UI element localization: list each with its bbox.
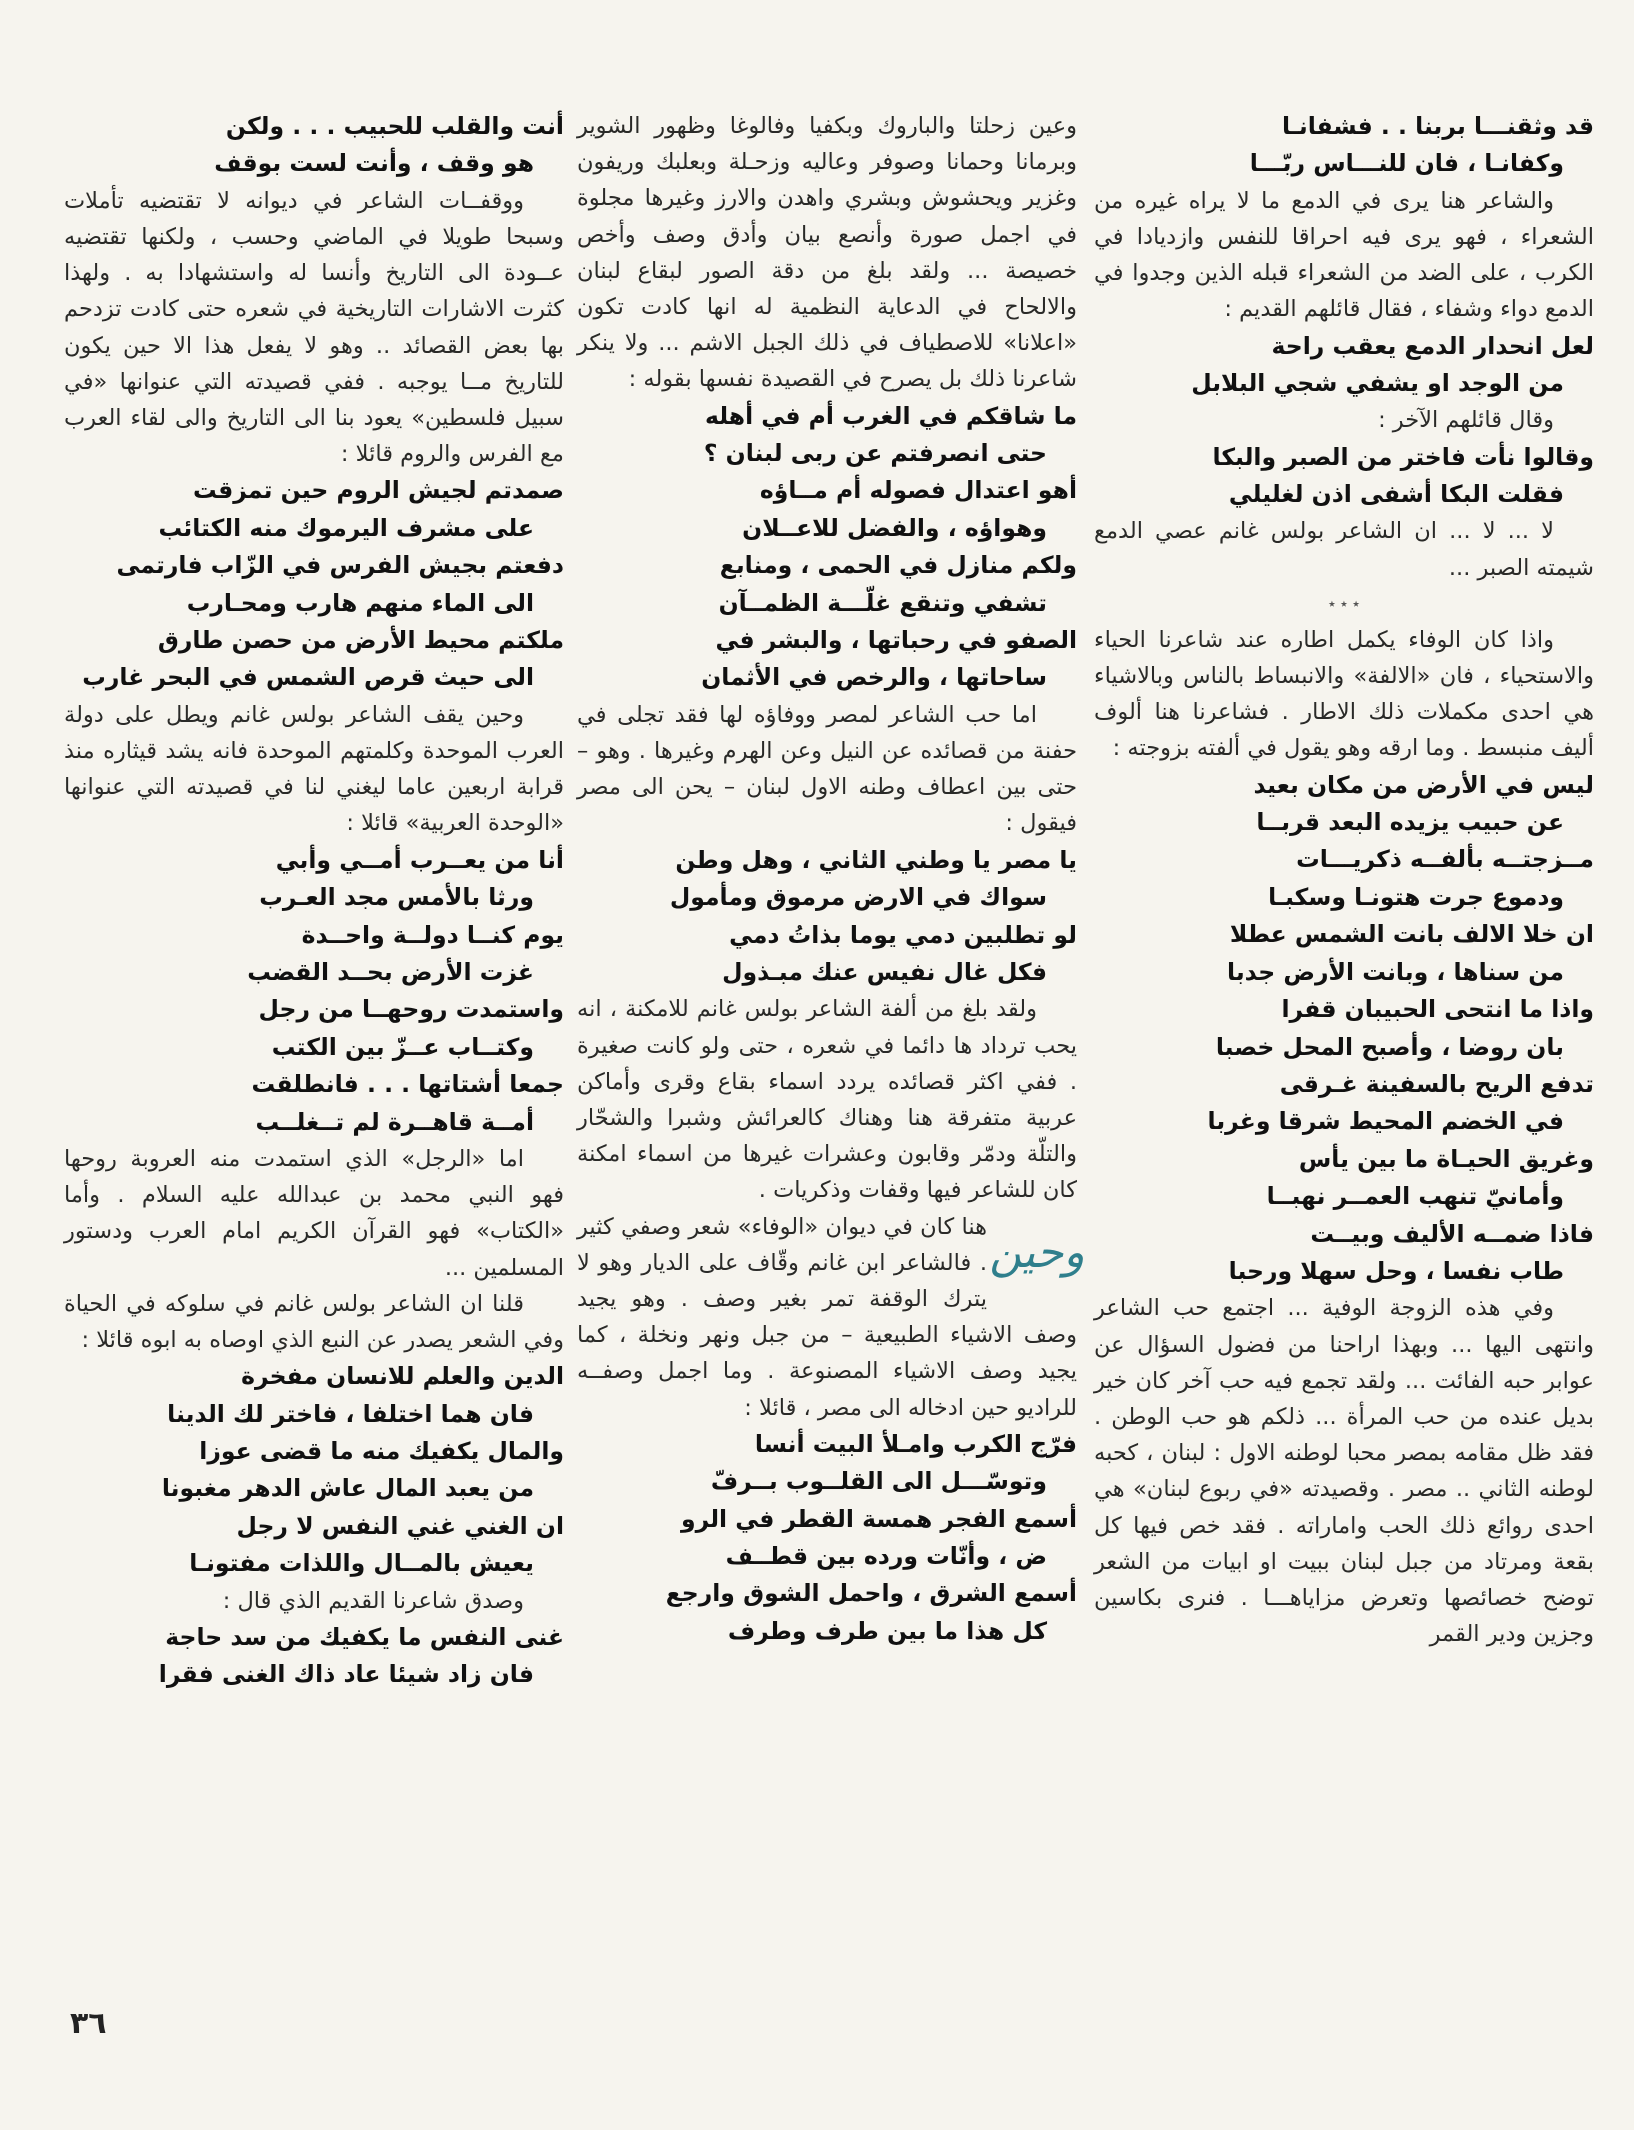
paragraph-with-dropcap [577, 1209, 1085, 1426]
verse-line: دفعتم بجيش الفرس في الزّاب فارتمى [116, 551, 564, 580]
verse-line: من سناها ، وبانت الأرض جدبا [1227, 957, 1564, 986]
section-separator: ٭ ٭ ٭ [1328, 595, 1360, 612]
verse-line: وكتــاب عــزّ بين الكتب [271, 1032, 534, 1061]
paragraph: ووقفــات الشاعر في ديوانه لا تقتضيه تأملات وسبحا طويلا في الماضي وحسب ، ولكنها تقتضيه عــودة الى التاريخ وأنسا له واستشهادا به . ولهذا كثرت الاشارات التاريخية في شعره حتى كادت تزدحم بها بعض القصائد .. وهو لا يفعل هذا الا حين يكون للتاريخ مــا يوجبه . ففي قصيدته التي عنوانها «في سبيل فلسطين» يعود بنا الى التاريخ والى لقاء العرب مع الفرس والروم قائلا : [64, 187, 564, 468]
verse-line: أسمع الشرق ، واحمل الشوق وارجع [665, 1579, 1077, 1608]
verse-line: الدين والعلم للانسان مفخرة [241, 1362, 564, 1391]
verse-line: فان هما اختلفا ، فاختر لك الدينا [167, 1399, 534, 1428]
paragraph: لا ... لا ... ان الشاعر بولس غانم عصي الدمع شيمته الصبر ... [1094, 518, 1594, 581]
dropcap-ornament [989, 1213, 1085, 1291]
verse-line: سواك في الارض مرموق ومأمول [669, 883, 1047, 912]
column-right [1094, 108, 1594, 1652]
verse-line: لعل انحدار الدمع يعقب راحة [1271, 331, 1594, 360]
verse-line: ورثا بالأمس مجد العـرب [259, 883, 534, 912]
verse-line: واذا ما انتحى الحبيبان قفرا [1281, 995, 1594, 1024]
dropcap-letter: وحين [989, 1226, 1085, 1278]
verse-line: بان روضا ، وأصبح المحل خصبا [1215, 1032, 1564, 1061]
verse-line: فاذا ضمــه الأليف وبيــت [1310, 1219, 1594, 1248]
verse-line: من يعبد المال عاش الدهر مغبونا [161, 1474, 534, 1503]
paragraph: وفي هذه الزوجة الوفية ... اجتمع حب الشاعر وانتهى اليها ... وبهذا اراحنا من فضول السؤال عن عوابر حبه الفائت ... ولقد تجمع فيه حب آخر كان خير بديل عنده من حب المرأة ... ذلكم هو حب الوطن . فقد ظل مقامه بمصر محبا لوطنه الاول : لبنان ، كحبه لوطنه الثاني .. مصر . وقصيدته «في ربوع لبنان» هي احدى روائع ذلك الحب واماراته . فقد خص فيها كل بقعة ومرتاد من جبل لبنان ببيت او ابيات من الشعر توضح خصائصها وتعرض مزاياهـــا . فنرى بكاسين وجزين ودير القمر [1094, 1295, 1594, 1648]
verse-line: أهو اعتدال فصوله أم مــاؤه [759, 476, 1077, 505]
verse-line: ملكتم محيط الأرض من حصن طارق [157, 626, 564, 655]
verse-line: الصفو في رحباتها ، والبشر في [715, 626, 1077, 655]
column-middle [577, 108, 1085, 1650]
verse-line: وقالوا نأت فاختر من الصبر والبكا [1212, 442, 1594, 471]
verse-line: وغريق الحيـاة ما بين يأس [1298, 1144, 1594, 1173]
paragraph: واذا كان الوفاء يكمل اطاره عند شاعرنا الحياء والاستحياء ، فان «الالفة» والانبساط بالناس وبالاشياء هي احدى مكملات ذلك الاطار . فشاعرنا هنا ألوف أليف منبسط . وما ارقه وهو يقول في ألفته بزوجته : [1094, 626, 1594, 762]
verse-line: أسمع الفجر همسة القطر في الرو [680, 1504, 1077, 1533]
verse-line: قد وثقنـــا بربنا . . فشفانـا [1282, 112, 1594, 140]
verse-line: حتى انصرفتم عن ربى لبنان ؟ [703, 439, 1047, 468]
column-left [64, 108, 564, 1694]
page-number: ٣٦ [70, 2006, 107, 2041]
verse-line: ولكم منازل في الحمى ، ومنابع [719, 551, 1077, 580]
verse-line: ودموع جرت هتونـا وسكبـا [1268, 882, 1564, 911]
verse-line: أنت والقلب للحبيب . . . ولكن [225, 112, 564, 140]
verse-line: تشفي وتنقع غلّـــة الظمــآن [718, 588, 1047, 617]
verse-line: طاب نفسا ، وحل سهلا ورحبا [1228, 1256, 1564, 1285]
paragraph: وحين يقف الشاعر بولس غانم ويطل على دولة العرب الموحدة وكلمتهم الموحدة فانه يشد قيثاره منذ قرابة اربعين عاما ليغني لنا في قصيدته التي عنوانها «الوحدة العربية» قائلا : [64, 701, 564, 837]
verse-line: فرّج الكرب وامـلأ البيت أنسا [754, 1429, 1077, 1458]
verse-line: من الوجد او يشفي شجي البلابل [1191, 369, 1564, 398]
paragraph: قلنا ان الشاعر بولس غانم في سلوكه في الحياة وفي الشعر يصدر عن النبع الذي اوصاه به ابوه قائلا : [64, 1290, 564, 1353]
verse-line: صمدتم لجيش الروم حين تمزقت [192, 476, 564, 505]
verse-line: واستمدت روحهــا من رجل [258, 995, 564, 1024]
paragraph-text: هنا كان في ديوان «الوفاء» شعر وصفي كثير . فالشاعر ابن غانم وقّاف على الديار وهو لا يترك الوقفة تمر بغير وصف . وهو يجيد وصف الاشياء الطبيعية – من جبل ونهر ونخلة ، كما يجيد وصف الاشياء المصنوعة . وما اجمل وصفــه للراديو حين ادخاله الى مصر ، قائلا : [577, 1213, 1077, 1421]
verse-line: لو تطلبين دمي يوما بذاتُ دمي [729, 920, 1077, 949]
verse-line: فكل غال نفيس عنك مبـذول [722, 957, 1047, 986]
verse-line: هو وقف ، وأنت لست بوقف [214, 149, 534, 178]
verse-line: وتوسّـــل الى القلــوب بــرفّ [710, 1467, 1047, 1496]
verse-line: وأمانيّ تنهب العمــر نهبــا [1266, 1182, 1564, 1211]
paragraph: والشاعر هنا يرى في الدمع ما لا يراه غيره من الشعراء ، فهو يرى فيه احراقا للنفس وازديادا في الكرب ، على الضد من الشعراء قبله الذين وجدوا في الدمع دواء وشفاء ، فقال قائلهم القديم : [1094, 187, 1594, 323]
verse-line: تدفع الريح بالسفينة غـرقى [1279, 1069, 1594, 1098]
verse-line: يا مصر يا وطني الثاني ، وهل وطن [675, 845, 1077, 874]
paragraph: وصدق شاعرنا القديم الذي قال : [222, 1587, 524, 1614]
verse-line: كل هذا ما بين طرف وطرف [727, 1616, 1047, 1645]
verse-line: ساحاتها ، والرخص في الأثمان [701, 663, 1047, 692]
verse-line: ما شاقكم في الغرب أم في أهله [704, 401, 1077, 430]
verse-line: ليس في الأرض من مكان بعيد [1253, 770, 1594, 799]
verse-line: فقلت البكا أشفى اذن لغليلي [1228, 480, 1564, 509]
verse-line: في الخضم المحيط شرقا وغربا [1207, 1107, 1564, 1136]
verse-line: عن حبيب يزيده البعد قربــا [1256, 808, 1564, 837]
paragraph: وقال قائلهم الآخر : [1378, 407, 1554, 434]
verse-line: ان خلا الالف بانت الشمس عطلا [1229, 920, 1594, 949]
verse-line: والمال يكفيك منه ما قضى عوزا [199, 1436, 564, 1465]
verse-line: يعيش بالمــال واللذات مفتونـا [189, 1549, 534, 1578]
verse-line: الى الماء منهم هارب ومحـارب [186, 588, 534, 617]
verse-line: أنا من يعــرب أمــي وأبي [275, 845, 564, 874]
verse-line: أمــة قاهــرة لم تــغلــب [255, 1107, 534, 1136]
verse-line: يوم كنــا دولــة واحــدة [301, 920, 564, 949]
verse-line: غنى النفس ما يكفيك من سد حاجة [165, 1622, 564, 1651]
verse-line: وهواؤه ، والفضل للاعــلان [742, 513, 1047, 542]
verse-line: غزت الأرض بحــد القضب [247, 957, 534, 986]
paragraph: اما «الرجل» الذي استمدت منه العروبة روحها فهو النبي محمد بن عبدالله عليه السلام . وأما «الكتاب» فهو القرآن الكريم امام العرب ودستور المسلمين ... [64, 1145, 564, 1281]
verse-line: الى حيث قرص الشمس في البحر غارب [82, 663, 534, 692]
verse-line: فان زاد شيئا عاد ذاك الغنى فقرا [158, 1660, 534, 1689]
verse-line: وكفانـا ، فان للنـــاس ربّـــا [1249, 149, 1564, 178]
verse-line: على مشرف اليرموك منه الكتائب [158, 513, 534, 542]
verse-line: ض ، وأنّات ورده بين قطــف [725, 1541, 1047, 1570]
verse-line: جمعا أشتاتها . . . فانطلقت [251, 1070, 564, 1099]
paragraph: وعين زحلتا والباروك وبكفيا وفالوغا وظهور الشوير وبرمانا وحمانا وصوفر وعاليه وزحـلة وبعلبك وريفون وغزير ويحشوش وبشري واهدن والارز وغيرها مجلوة في اجمل صورة وأنصع بيان وأدق وصف وأخص خصيصة ... ولقد بلغ من دقة الصور لبقاع لبنان والالحاح في الدعاية النظمية له انها كادت تكون «اعلانا» للاصطياف في ذلك الجبل الاشم ... ولا ينكر شاعرنا ذلك بل يصرح في القصيدة نفسها بقوله : [577, 113, 1077, 393]
verse-line: ان الغني غني النفس لا رجل [236, 1511, 564, 1540]
paragraph: ولقد بلغ من ألفة الشاعر بولس غانم للامكنة ، انه يحب ترداد ها دائما في شعره ، حتى ولو كانت صغيرة . ففي اكثر قصائده يردد اسماء بقاع وقرى وأماكن عربية متفرقة هنا وهناك كالعرائش وشبرا والشحّار والتلّة ودمّر وقابون وعشرات غيرها من اسماء امكنة كان للشاعر فيها وقفات وذكريات . [577, 996, 1077, 1204]
paragraph: اما حب الشاعر لمصر ووفاؤه لها فقد تجلى في حفنة من قصائده عن النيل وعن الهرم وغيرها . وهو – حتى بين اعطاف وطنه الاول لبنان – يحن الى مصر فيقول : [577, 701, 1077, 837]
verse-line: مــزجتــه بألفــه ذكريـــات [1296, 845, 1594, 874]
